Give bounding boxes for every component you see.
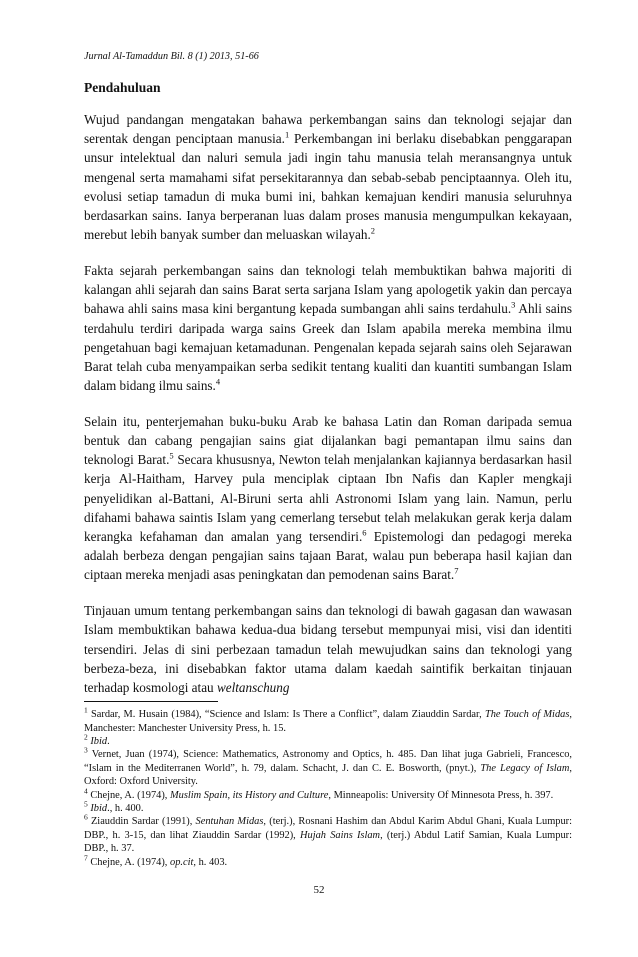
footnote-ref-6[interactable]: 6 [362,527,367,538]
footnote-separator [84,701,218,702]
paragraph-1: Wujud pandangan mengatakan bahawa perkembangan sains dan teknologi sejajar dan serentak dengan penciptaan manusia.$^1$ Perkembangan ini berlaku disebabkan penggarapan unsur intelektual dan naluri semula jadi ingin tahu manusia telah meransangnya untuk mengenal serta mamahami sifat persekitarannya dan sebab-sebab penciptaannya. Oleh itu, evolusi setiap tamadun di muka bumi ini, bahkan kemajuan kendiri manusia seluruhnya berdasarkan sains. Ianya berperanan luas dalam proses manusia mengumpulkan kekayaan, merebut lebih banyak sumber dan meluaskan wilayah.$^2$ [84,112,572,243]
section-title: Pendahuluan [84,80,161,95]
footnote-3: $^3$ Vernet, Juan (1974), Science: Mathematics, Astronomy and Optics, h. 485. Dan lihat juga Gabrieli, Francesco, “Islam in the Mediterranen World”, h. 79, dalam. Schacht, J. dan C. E. Bosworth, (pnyt.), The Legacy of Islam, Oxford: Oxford University. [84,745,572,788]
journal-header: Jurnal Al-Tamaddun Bil. 8 (1) 2013, 51-66 [84,51,259,62]
page-number: 52 [313,884,325,896]
footnote-5: $^5$ Ibid., h. 400. [84,799,144,815]
footnote-1: $^1$ Sardar, M. Husain (1984), “Science and Islam: Is There a Conflict”, dalam Ziauddin Sardar, The Touch of Midas, Manchester: Manchester University Press, h. 15. [84,705,572,734]
paragraph-2: Fakta sejarah perkembangan sains dan teknologi telah membuktikan bahwa majoriti di kalangan ahli sejarah dan sains Barat serta sarjana Islam yang apologetik yakin dan percaya bahawa ahli sains masa kini bergantung kepada sumbangan ahli sains terdahulu.$^3$ Ahli sains terdahulu terdiri daripada warga sains Greek dan Islam apabila mereka membina ilmu pengetahuan bagi kemajuan ketamadunan. Pengenalan kepada sejarah sains oleh Sejarawan Barat telah cuba menyampaikan serba sedikit tentang kualiti dan kuantiti sumbangan Islam dalam bidang ilmu sains.$^4$ [84,262,572,394]
paragraph-3: Selain itu, penterjemahan buku-buku Arab ke bahasa Latin dan Roman daripada semua bentuk dan cabang pengajian sains giat dijalankan bagi pemantapan ilmu sains dan teknologi Barat.$^5$ Secara khususnya, Newton telah menjalankan kajiannya berdasarkan hasil kerja Al-Haitham, Harvey pula menciplak ciptaan Ibn Nafis dan Kapler mengkaji penyelidikan al-Battani, Al-Biruni serta ahli Astronomi Islam yang lain. Namun, perlu difahami bahawa saintis Islam yang cemerlang tersebut telah melakukan gerak kerja dalam kerangka kefahaman dan amalan yang tersendiri.$^6$ Epistemologi dan pedagogi mereka adalah berbeza dengan pengajian sains tajaan Barat, walau pun beberapa hasil kajian dan ciptaan mereka menjadi asas peningkatan dan pemodenan sains Barat.$^7$ [84,413,572,583]
footnote-ref-1[interactable]: 1 [284,129,290,140]
footnote-ref-4[interactable]: 4 [215,376,221,387]
paragraph-4: Tinjauan umum tentang perkembangan sains dan teknologi di bawah gagasan dan wawasan Islam membuktikan bahawa kedua-dua bidang tersebut mempunyai misi, visi dan identiti tersendiri. Jelas di sini perbezaan tamadun telah mewujudkan sains dan teknologi yang berbeza-beza, ini disebabkan faktor utama dalam kaedah saintifik berkaitan tinjauan terhadap kosmologi atau weltanschung [84,603,572,695]
footnote-6: $^6$ Ziauddin Sardar (1991), Sentuhan Midas, (terj.), Rosnani Hashim dan Abdul Karim Abdul Ghani, Kuala Lumpur: DBP., h. 3-15, dan lihat Ziauddin Sardar (1992), Hujah Sains Islam, (terj.) Abdul Latif Samian, Kuala Lumpur: DBP., h. 37. [84,812,573,855]
footnote-ref-5[interactable]: 5 [169,450,174,461]
footnote-ref-3[interactable]: 3 [511,299,516,310]
footnote-4: $^4$ Chejne, A. (1974), Muslim Spain, its History and Culture, Minneapolis: University Of Minnesota Press, h. 397. [84,786,554,801]
footnote-ref-2[interactable]: 2 [370,225,375,236]
footnote-7: $^7$ Chejne, A. (1974), op.cit, h. 403. [84,853,228,868]
footnote-2: $^2$ Ibid. [84,732,110,747]
footnote-ref-7[interactable]: 7 [454,566,459,577]
